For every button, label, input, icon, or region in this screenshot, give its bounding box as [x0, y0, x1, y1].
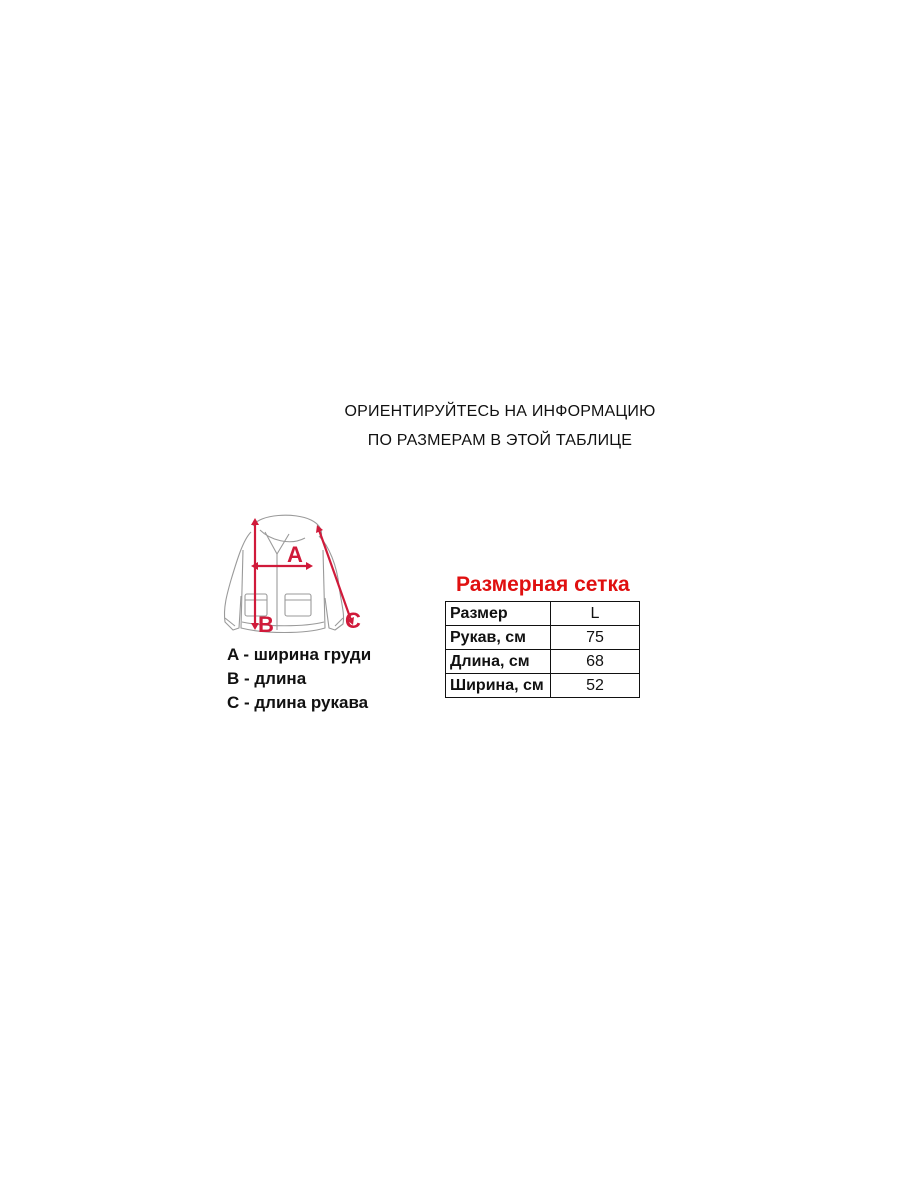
row-value: L: [551, 602, 640, 626]
jacket-sketch: [215, 510, 365, 640]
row-label: Длина, см: [446, 650, 551, 674]
table-row: [446, 626, 640, 650]
measurement-legend: [227, 643, 371, 715]
body-outline: [241, 550, 325, 633]
size-chart-title: Размерная сетка: [456, 573, 630, 596]
table-row: [446, 602, 640, 626]
instruction-heading: [300, 397, 700, 455]
legend-item-b: B - длина: [227, 669, 307, 688]
row-label: Размер: [446, 602, 551, 626]
instruction-line-2: ПО РАЗМЕРАМ В ЭТОЙ ТАБЛИЦЕ: [367, 432, 633, 449]
size-chart-table: [445, 601, 640, 698]
legend-item-c: C - длина рукава: [227, 693, 369, 712]
row-value: 68: [551, 650, 640, 674]
marker-a: A: [287, 542, 303, 567]
right-pocket: [285, 594, 311, 616]
marker-b: B: [258, 612, 274, 637]
row-value: 75: [551, 626, 640, 650]
hood-outline: [253, 515, 322, 538]
instruction-line-1: ОРИЕНТИРУЙТЕСЬ НА ИНФОРМАЦИЮ: [344, 403, 656, 420]
left-sleeve-outline: [224, 532, 251, 630]
marker-c: C: [345, 608, 361, 633]
legend-item-a: A - ширина груди: [227, 645, 372, 664]
table-row: [446, 674, 640, 698]
collar-outline: [265, 532, 289, 554]
row-label: Ширина, см: [446, 674, 551, 698]
table-row: [446, 650, 640, 674]
row-label: Рукав, см: [446, 626, 551, 650]
jacket-measurement-diagram: [215, 510, 365, 640]
row-value: 52: [551, 674, 640, 698]
